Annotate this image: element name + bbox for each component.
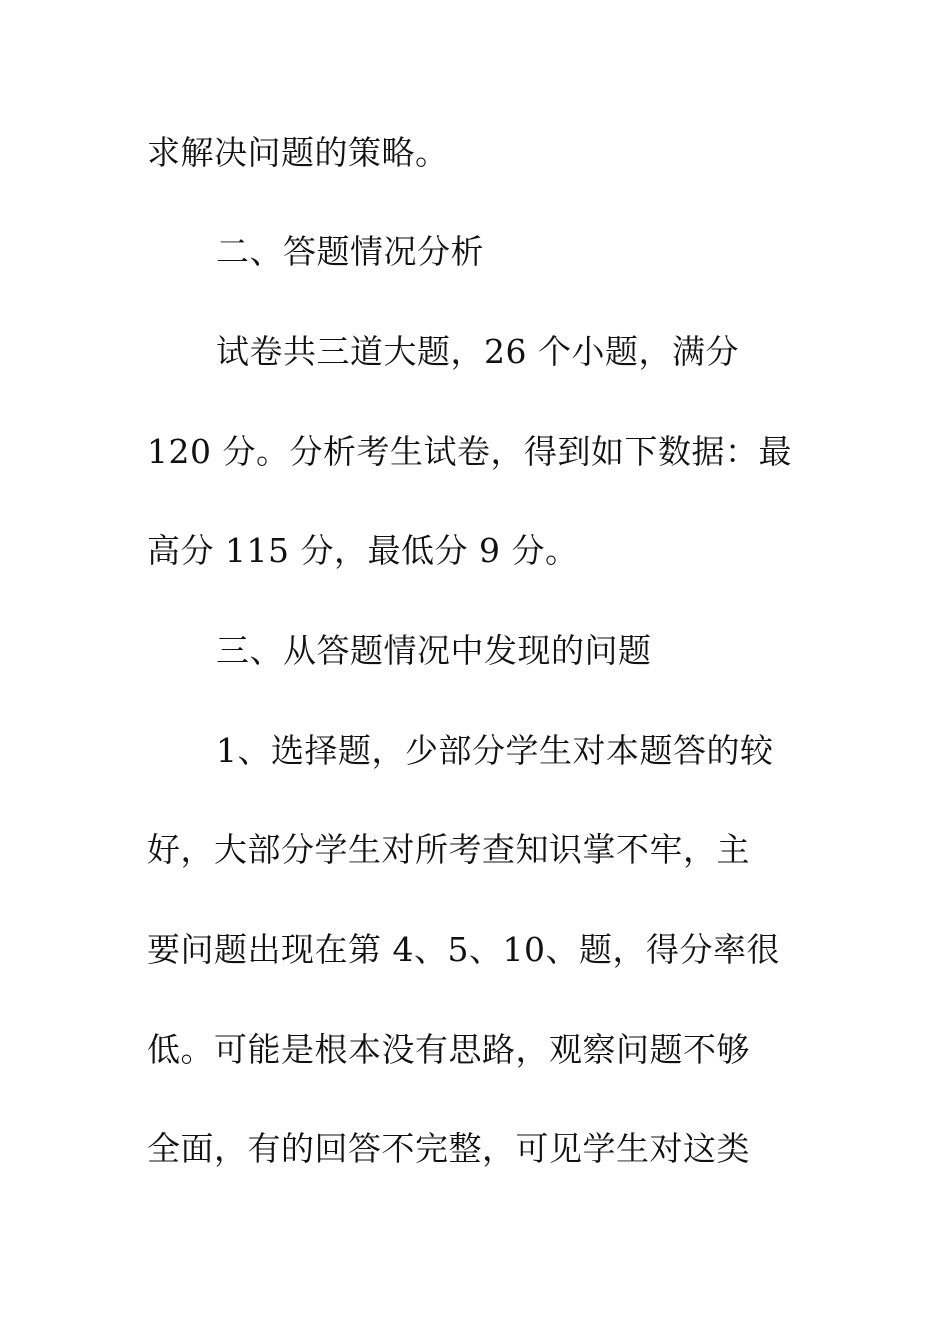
paragraph-line: 高分 115 分，最低分 9 分。 — [147, 531, 579, 570]
paragraph-line: 低。可能是根本没有思路，观察问题不够 — [147, 1030, 750, 1069]
paragraph-line: 120 分。分析考生试卷，得到如下数据：最 — [147, 432, 792, 471]
section-heading: 三、从答题情况中发现的问题 — [216, 631, 652, 670]
section-heading: 二、答题情况分析 — [216, 232, 484, 271]
paragraph-line: 1、选择题，少部分学生对本题答的较 — [216, 731, 774, 770]
paragraph-line: 全面，有的回答不完整，可见学生对这类 — [147, 1129, 750, 1168]
paragraph-line: 要问题出现在第 4、5、10、题，得分率很 — [147, 930, 780, 969]
paragraph-line: 试卷共三道大题，26 个小题，满分 — [216, 332, 739, 371]
paragraph-line: 求解决问题的策略。 — [147, 133, 449, 172]
paragraph-line: 好，大部分学生对所考查知识掌不牢，主 — [147, 830, 750, 869]
